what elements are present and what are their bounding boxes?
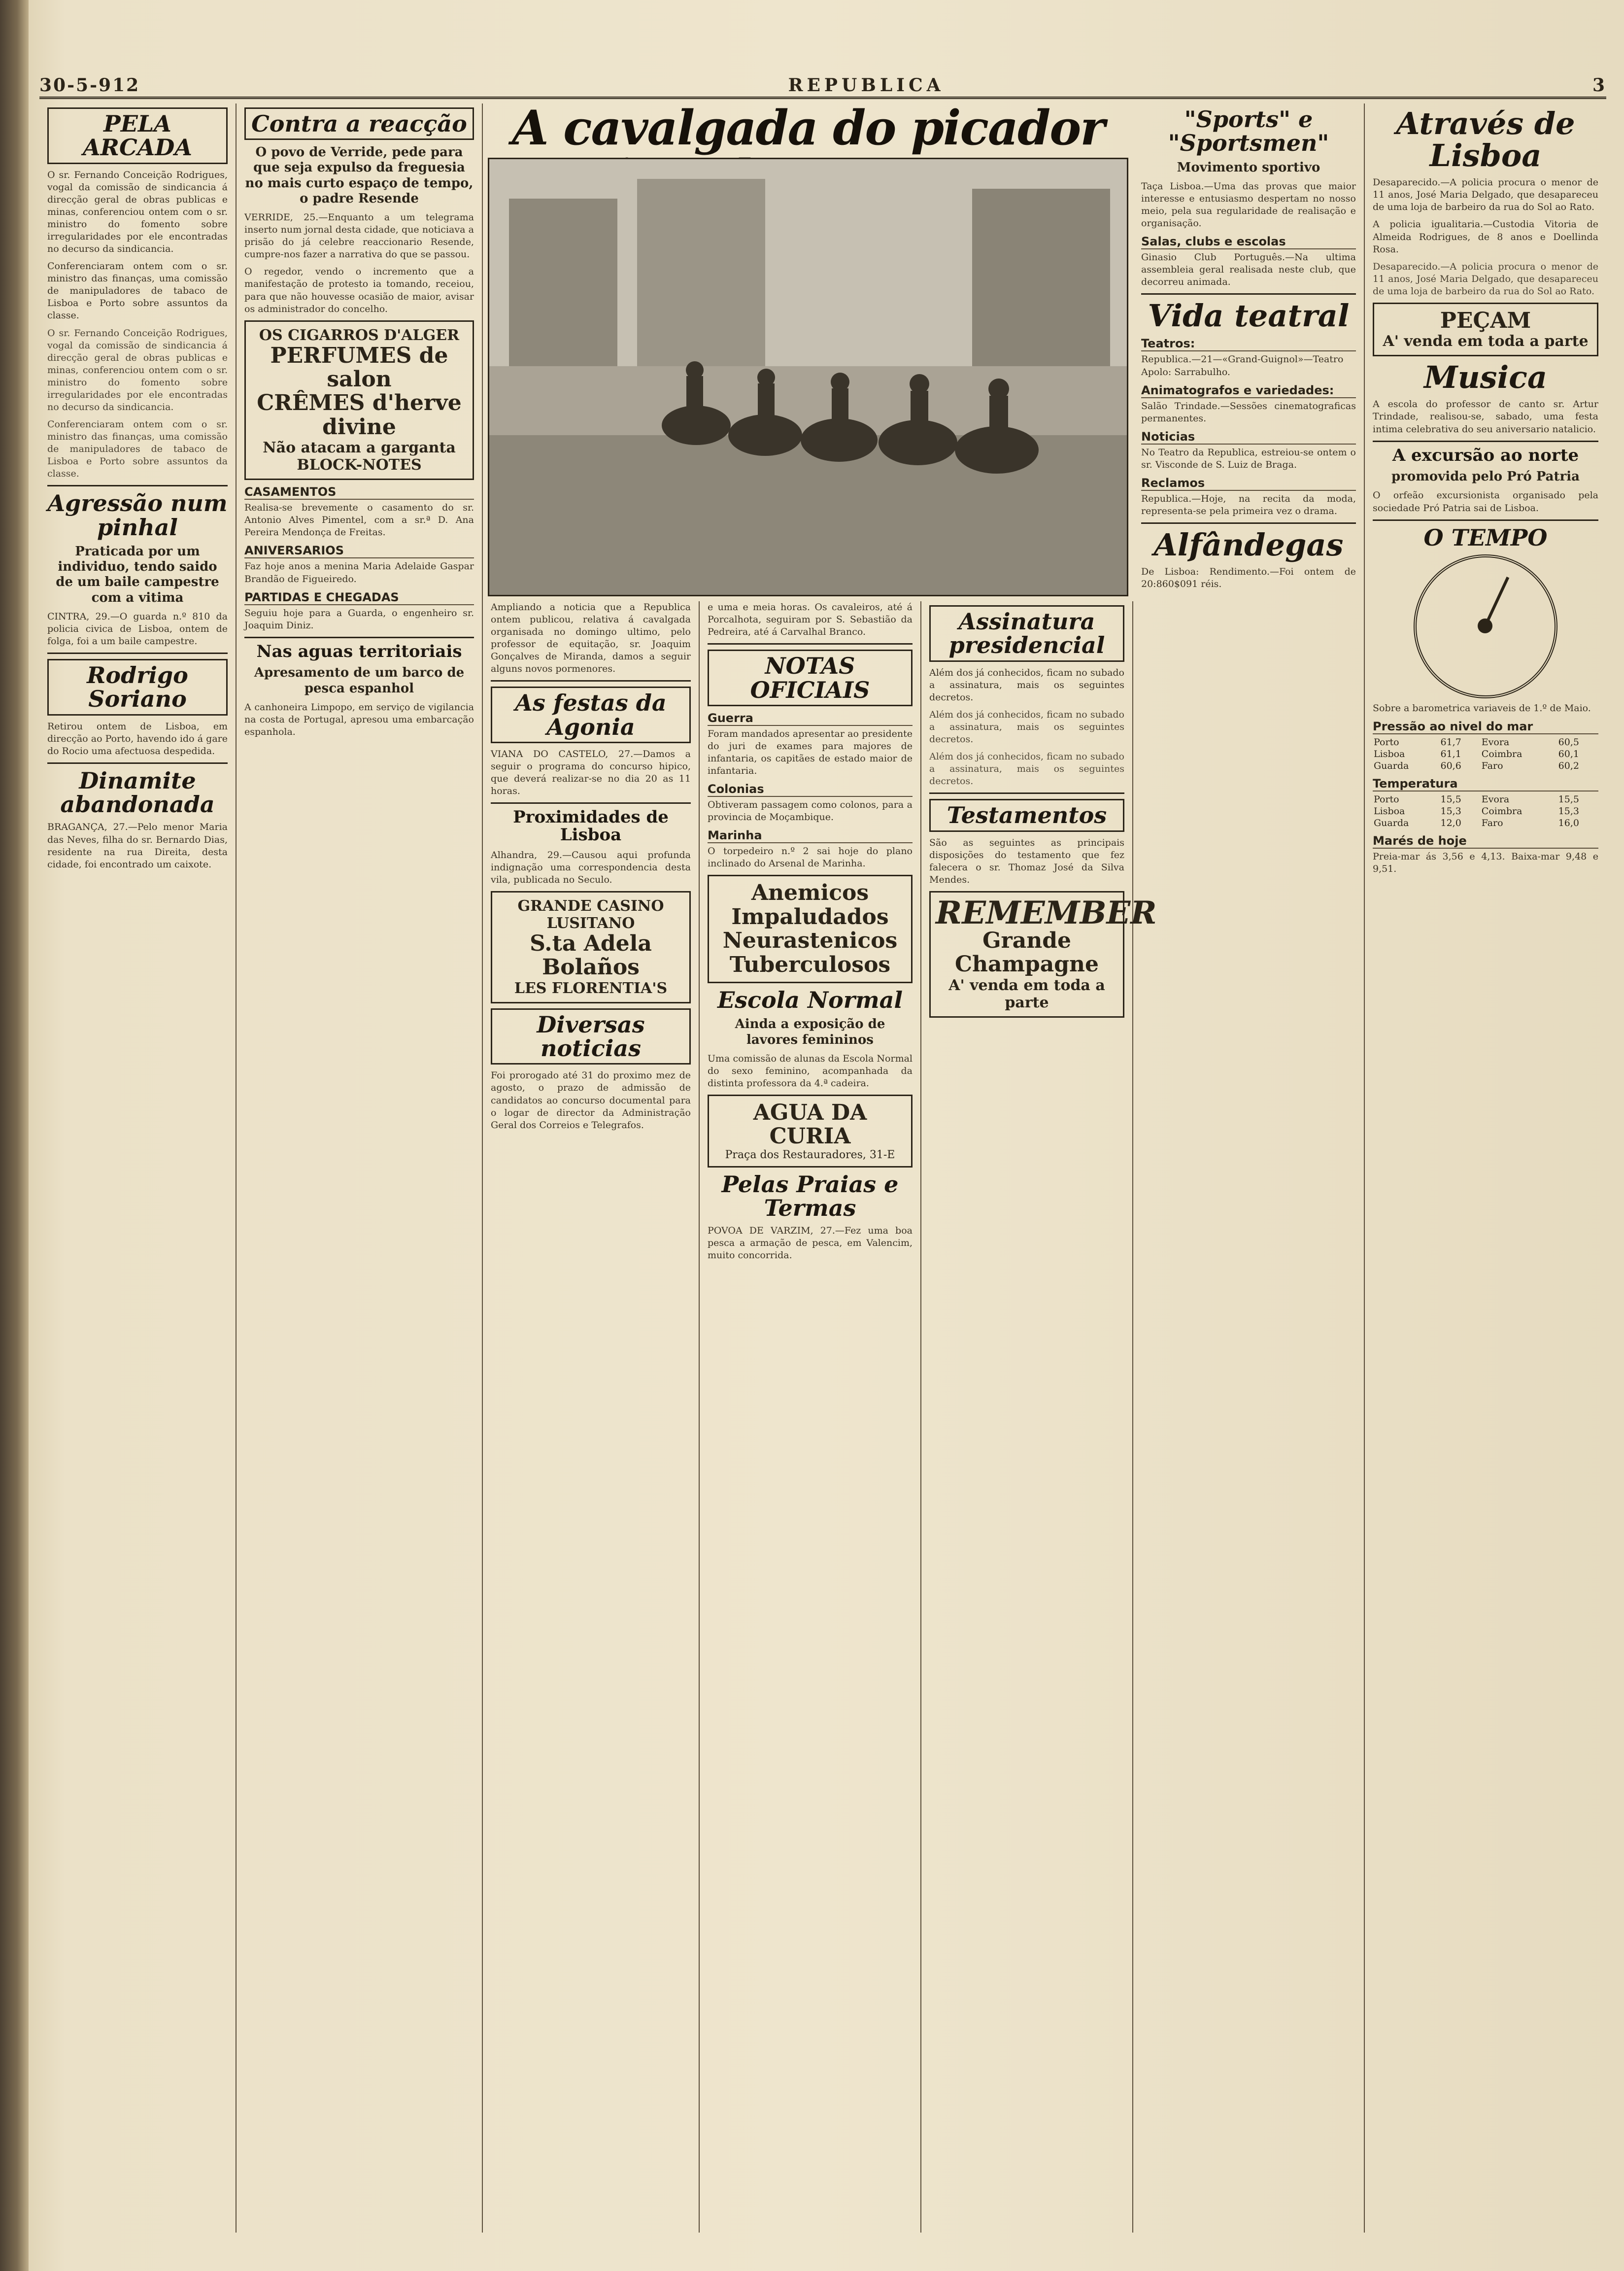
- divider: [1373, 519, 1598, 521]
- photo-cavalgada: [488, 158, 1128, 596]
- section-reclamos: Reclamos: [1141, 476, 1356, 491]
- section-salas-clubs: Salas, clubs e escolas: [1141, 235, 1356, 249]
- ad-text: Grande Champagne: [954, 928, 1099, 977]
- headline-vida-teatral: Vida teatral: [1148, 298, 1350, 334]
- table-cell: Guarda: [1374, 818, 1409, 829]
- table-row: [1373, 748, 1598, 760]
- divider: [929, 792, 1124, 794]
- section-temperatura: Temperatura: [1373, 777, 1598, 791]
- pressure-table: [1373, 736, 1598, 772]
- table-cell: Coimbra: [1481, 749, 1522, 760]
- divider: [491, 802, 691, 804]
- section-marinha: Marinha: [708, 828, 913, 843]
- article-text: No Teatro da Republica, estreiou-se ontem o sr. Visconde de S. Luiz de Braga.: [1141, 447, 1356, 470]
- article-text: Alhandra, 29.—Causou aqui profunda indignação uma correspondencia desta vila, publicada no Seculo.: [491, 849, 691, 885]
- barometer-icon: [1414, 554, 1557, 698]
- article-text: e uma e meia horas. Os cavaleiros, até á Porcalhota, seguiram por S. Sebastião da Pedreira, até á Carvalhal Branco.: [708, 602, 913, 638]
- table-cell: Porto: [1374, 737, 1399, 748]
- deck-aguas-territoriais: Apresamento de um barco de pesca espanhol: [254, 665, 465, 696]
- advertisement-agua-curia: [708, 1095, 913, 1168]
- section-mares: Marés de hoje: [1373, 834, 1598, 849]
- article-text: POVOA DE VARZIM, 27.—Fez uma boa pesca a armação de pesca, em Valencim, muito concorrida.: [708, 1225, 913, 1261]
- page-number: 3: [1592, 75, 1606, 96]
- table-row: [1373, 805, 1598, 817]
- article-text: CINTRA, 29.—O guarda n.º 810 da policia civica de Lisboa, ontem de folga, foi a um baile campestre.: [47, 611, 228, 647]
- article-text: Foram mandados apresentar ao presidente do juri de exames para majores de infantaria, os capitães de estado maior de infantaria.: [708, 728, 913, 777]
- table-cell: Evora: [1481, 737, 1510, 748]
- table-row: [1373, 736, 1598, 748]
- article-text: Taça Lisboa.—Uma das provas que maior interesse e entusiasmo despertam no nosso meio, pela sua regularidade de realisação e organisação.: [1141, 180, 1356, 229]
- ad-text: Anemicos: [751, 880, 869, 906]
- headline-assinatura: Assinatura presidencial: [929, 605, 1124, 662]
- article-text: Salão Trindade.—Sessões cinematograficas permanentes.: [1141, 400, 1356, 424]
- article-text: VIANA DO CASTELO, 27.—Damos a seguir o programa do concurso hipico, que deverá realizar-se no dia 20 as 11 horas.: [491, 749, 691, 797]
- article-text: Ginasio Club Português.—Na ultima assembleia geral realisada neste club, que decorreu animada.: [1141, 252, 1356, 288]
- ad-text: A' venda em toda a parte: [948, 976, 1105, 1011]
- ad-text: AGUA DA CURIA: [753, 1100, 867, 1149]
- headline-notas-oficiais: NOTAS OFICIAIS: [708, 650, 913, 706]
- section-aniversarios: ANIVERSARIOS: [244, 544, 474, 558]
- headline-o-tempo: O TEMPO: [1423, 524, 1548, 551]
- article-text: Conferenciaram ontem com o sr. ministro das finanças, uma comissão de manipuladores de tabaco de Lisboa e Porto sobre assuntos da classe.: [47, 419, 228, 480]
- divider: [1141, 522, 1356, 524]
- headline-musica: Musica: [1423, 359, 1548, 396]
- headline-praias-termas: Pelas Praias e Termas: [721, 1170, 899, 1221]
- article-text: O sr. Fernando Conceição Rodrigues, vogal da comissão de sindicancia á direcção geral de obras publicas e minas, conferenciou ontem com o sr. ministro do fomento sobre irregularidades por ele encontradas no decurso da sindicancia.: [47, 169, 228, 255]
- article-text: Retirou ontem de Lisboa, em direcção ao Porto, havendo ido á gare do Rocio uma afectuosa despedida.: [47, 721, 228, 757]
- banner-headline: A cavalgada do picador: [512, 100, 1104, 156]
- deck-contra-reaccao: O povo de Verride, pede para que seja expulso da freguesia no mais curto espaço de tempo, o padre Resende: [245, 145, 474, 206]
- article-text: Além dos já conhecidos, ficam no subado a assinatura, mais os seguintes decretos.: [929, 667, 1124, 703]
- table-cell: Guarda: [1374, 760, 1409, 772]
- headline-atraves-lisboa: Através de Lisboa: [1396, 105, 1575, 174]
- section-noticias: Noticias: [1141, 430, 1356, 445]
- article-text: Obtiveram passagem como colonos, para a provincia de Moçambique.: [708, 799, 913, 823]
- headline-testamentos: Testamentos: [929, 799, 1124, 831]
- ad-text: Impaludados: [731, 904, 889, 929]
- column-5: [921, 601, 1157, 2233]
- article-text: O regedor, vendo o incremento que a manifestação de protesto ia tomando, receiou, para que não houvesse ocasião de maior, avisar os administrador do concelho.: [244, 266, 474, 314]
- article-text: A policia igualitaria.—Custodia Vitoria de Almeida Rodrigues, de 8 anos e Doellinda Rosa.: [1373, 219, 1598, 255]
- headline-agressao: Agressão num pinhal: [47, 490, 228, 541]
- article-text: De Lisboa: Rendimento.—Foi ontem de 20:860$091 réis.: [1141, 566, 1356, 590]
- article-text: O sr. Fernando Conceição Rodrigues, vogal da comissão de sindicancia á direcção geral de obras publicas e minas, conferenciou ontem com o sr. ministro do fomento sobre irregularidades por ele encontradas no decurso da sindicancia.: [47, 327, 228, 413]
- table-cell: 61,7: [1440, 737, 1461, 748]
- table-cell: 12,0: [1440, 818, 1461, 829]
- deck-escola-normal: Ainda a exposição de lavores femininos: [735, 1017, 885, 1047]
- table-row: [1373, 793, 1598, 805]
- article-text: VERRIDE, 25.—Enquanto a um telegrama inserto num jornal desta cidade, que noticiava a prisão do já celebre reaccionario Resende, cumpre-nos fazer a narrativa do que se passou.: [244, 212, 474, 260]
- masthead: [39, 74, 1606, 99]
- table-cell: Coimbra: [1481, 806, 1522, 817]
- column-4: [700, 601, 921, 2233]
- table-cell: 15,3: [1440, 806, 1461, 817]
- article-text: Preia-mar ás 3,56 e 4,13. Baixa-mar 9,48 e 9,51.: [1373, 851, 1598, 875]
- article-text: Além dos já conhecidos, ficam no subado a assinatura, mais os seguintes decretos.: [929, 709, 1124, 745]
- article-text: Além dos já conhecidos, ficam no subado a assinatura, mais os seguintes decretos.: [929, 751, 1124, 787]
- headline-rodrigo-soriano: Rodrigo Soriano: [47, 659, 228, 716]
- table-cell: Lisboa: [1374, 749, 1405, 760]
- article-text: Uma comissão de alunas da Escola Normal do sexo feminino, acompanhada da distinta professora da 4.ª cadeira.: [708, 1053, 913, 1089]
- divider: [1373, 441, 1598, 442]
- headline-proximidades: Proximidades de Lisboa: [513, 807, 669, 845]
- table-cell: 60,2: [1558, 760, 1579, 772]
- table-cell: 15,5: [1440, 794, 1461, 805]
- table-cell: 15,3: [1558, 806, 1579, 817]
- article-text: Seguiu hoje para a Guarda, o engenheiro sr. Joaquim Diniz.: [244, 607, 474, 631]
- article-text: A canhoneira Limpopo, em serviço de vigilancia na costa de Portugal, apresou uma embarcação espanhola.: [244, 701, 474, 737]
- table-cell: 15,5: [1558, 794, 1579, 805]
- divider: [491, 680, 691, 682]
- headline-contra-reaccao: Contra a reacção: [244, 107, 474, 140]
- divider: [47, 653, 228, 654]
- headline-festas-agonia: As festas da Agonia: [491, 687, 691, 743]
- ad-text: Praça dos Restauradores, 31-E: [725, 1148, 895, 1161]
- headline-pela-arcada: PELA ARCADA: [47, 107, 228, 164]
- table-cell: 60,5: [1558, 737, 1579, 748]
- table-row: [1373, 817, 1598, 829]
- deck-excursao: promovida pelo Pró Patria: [1391, 469, 1580, 484]
- issue-date: 30-5-912: [39, 75, 140, 96]
- ad-text: PERFUMES de salon: [270, 343, 448, 392]
- advertisement-casino: [491, 891, 691, 1003]
- ad-text: LES FLORENTIA'S: [514, 979, 668, 997]
- table-cell: Porto: [1374, 794, 1399, 805]
- section-partidas: PARTIDAS E CHEGADAS: [244, 590, 474, 605]
- article-text: Desaparecido.—A policia procura o menor de 11 anos, José Maria Delgado, que desapareceu de uma loja de barbeiro da rua do Sol ao Rato.: [1373, 261, 1598, 297]
- section-casamentos: CASAMENTOS: [244, 485, 474, 500]
- headline-excursao: A excursão ao norte: [1392, 445, 1579, 465]
- horse-riders-illustration: [489, 159, 1127, 595]
- column-1: [39, 103, 237, 2233]
- article-text: Realisa-se brevemente o casamento do sr. Antonio Alves Pimentel, com a sr.ª D. Ana Pereira Mendonça de Freitas.: [244, 502, 474, 538]
- section-guerra: Guerra: [708, 711, 913, 726]
- article-text: Republica.—Hoje, na recita da moda, representa-se pela primeira vez o drama.: [1141, 493, 1356, 516]
- ad-text: Não atacam a garganta: [263, 439, 456, 457]
- divider: [1141, 293, 1356, 295]
- divider: [708, 643, 913, 645]
- table-cell: 16,0: [1558, 818, 1579, 829]
- column-2: [237, 103, 483, 2233]
- divider: [47, 762, 228, 764]
- table-cell: 60,6: [1440, 760, 1461, 772]
- column-6: [1133, 103, 1365, 2233]
- article-text: São as seguintes as principais disposições do testamento que fez falecera o sr. Thomaz José da Silva Mendes.: [929, 837, 1124, 885]
- advertisement-remember: [929, 891, 1157, 1018]
- ad-text: BLOCK-NOTES: [297, 456, 422, 474]
- article-text: Ampliando a noticia que a Republica ontem publicou, relativa á cavalgada organisada no domingo ultimo, pelo professor de equitação, sr. Joaquim Gonçalves de Miranda, damos a seguir alguns novos pormenores.: [491, 602, 691, 675]
- ad-text: CRÊMES d'herve divine: [257, 390, 462, 440]
- article-text: Faz hoje anos a menina Maria Adelaide Gaspar Brandão de Figueiredo.: [244, 561, 474, 585]
- table-cell: Faro: [1481, 818, 1503, 829]
- section-animatografos: Animatografos e variedades:: [1141, 383, 1356, 398]
- headline-diversas-noticias: Diversas noticias: [491, 1008, 691, 1065]
- article-text: O torpedeiro n.º 2 sai hoje do plano inclinado do Arsenal de Marinha.: [708, 846, 913, 869]
- table-cell: 60,1: [1558, 749, 1579, 760]
- table-cell: 61,1: [1440, 749, 1461, 760]
- barometer-hub: [1478, 619, 1492, 633]
- table-cell: Lisboa: [1374, 806, 1405, 817]
- table-cell: Evora: [1481, 794, 1510, 805]
- publication-name: REPUBLICA: [788, 75, 945, 96]
- headline-alfandegas: Alfândegas: [1153, 527, 1344, 563]
- column-7: [1365, 103, 1606, 2233]
- ad-text: OS CIGARROS D'ALGER: [259, 326, 460, 344]
- divider: [244, 637, 474, 638]
- article-text: Conferenciaram ontem com o sr. ministro das finanças, uma comissão de manipuladores de tabaco de Lisboa e Porto sobre assuntos da classe.: [47, 261, 228, 321]
- ad-text: Neurastenicos: [722, 928, 898, 954]
- deck-movimento-sportivo: Movimento sportivo: [1177, 160, 1320, 175]
- section-pressao: Pressão ao nivel do mar: [1373, 720, 1598, 734]
- article-text: Republica.—21—«Grand-Guignol»—Teatro Apolo: Sarrabulho.: [1141, 354, 1344, 378]
- ad-text: A' venda em toda a parte: [1383, 333, 1589, 350]
- advertisement-pecam: [1373, 303, 1598, 356]
- ad-text: Tuberculosos: [729, 952, 891, 977]
- article-text: Desaparecido.—A policia procura o menor de 11 anos, José Maria Delgado, que desapareceu de uma loja de barbeiro da rua do Sol ao Rato.: [1373, 177, 1598, 213]
- article-text: Foi prorogado até 31 do proximo mez de agosto, o prazo de admissão de candidatos ao concurso documental para o logar de director da Administração Geral dos Correios e Telegrafos.: [491, 1070, 691, 1131]
- ad-text: S.ta Adela Bolaños: [530, 930, 652, 980]
- headline-aguas-territoriais: Nas aguas territoriais: [256, 641, 462, 661]
- ad-text: REMEMBER: [936, 894, 1157, 931]
- divider: [47, 485, 228, 486]
- article-text: O orfeão excursionista organisado pela sociedade Pró Patria sai de Lisboa.: [1373, 490, 1598, 514]
- advertisement-anemicos: [708, 875, 913, 983]
- deck-agressao: Praticada por um individuo, tendo saido de um baile campestre com a vitima: [56, 544, 219, 605]
- article-text: Sobre a barometrica variaveis de 1.º de Maio.: [1373, 702, 1591, 714]
- article-text: BRAGANÇA, 27.—Pelo menor Maria das Neves, filha do sr. Bernardo Dias, residente na rua Direita, desta cidade, foi encontrado um caixote.: [47, 822, 228, 870]
- headline-escola-normal: Escola Normal: [717, 987, 903, 1014]
- headline-dinamite: Dinamite abandonada: [60, 767, 215, 818]
- advertisement-cigarros: [244, 320, 474, 481]
- section-teatros: Teatros:: [1141, 337, 1356, 351]
- ad-text: GRANDE CASINO LUSITANO: [517, 897, 664, 932]
- ad-text: PEÇAM: [1440, 308, 1531, 333]
- article-text: A escola do professor de canto sr. Artur Trindade, realisou-se, sabado, uma festa intima celebrativa do seu aniversario natalicio.: [1373, 399, 1598, 435]
- table-cell: Faro: [1481, 760, 1503, 772]
- page-binding-edge: [0, 0, 29, 2271]
- table-row: [1373, 760, 1598, 772]
- section-colonias: Colonias: [708, 782, 913, 797]
- headline-sports: "Sports" e "Sportsmen": [1168, 106, 1329, 157]
- temperature-table: [1373, 793, 1598, 829]
- column-3: [483, 601, 700, 2233]
